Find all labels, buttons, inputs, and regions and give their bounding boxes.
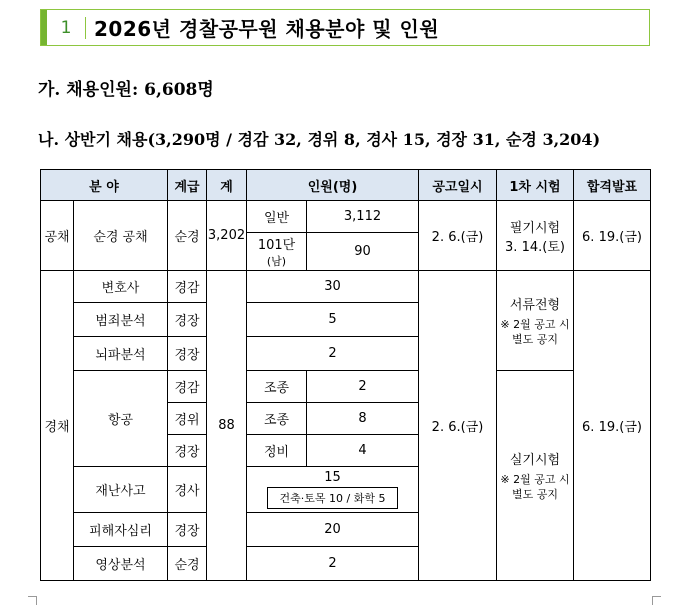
total-cell: 88 bbox=[207, 271, 247, 581]
sub-label-note: (남) bbox=[266, 255, 287, 268]
value-cell bbox=[247, 467, 419, 513]
rank-cell: 경사 bbox=[168, 467, 207, 513]
value-cell: 20 bbox=[247, 513, 419, 547]
value-cell: 90 bbox=[307, 233, 419, 271]
sub-label-cell: 일반 bbox=[247, 201, 307, 233]
field-cell: 뇌파분석 bbox=[74, 337, 168, 371]
field-cell: 재난사고 bbox=[74, 467, 168, 513]
exam-cell bbox=[497, 271, 574, 371]
exam-note: ※ 2월 공고 시 bbox=[500, 473, 570, 486]
table-row bbox=[41, 371, 651, 403]
section-title-bar bbox=[40, 9, 650, 46]
header-notice: 공고일시 bbox=[419, 170, 497, 201]
value-cell: 2 bbox=[247, 547, 419, 581]
sub-label-cell: 조종 bbox=[247, 403, 307, 435]
section-title: 2026년 경찰공무원 채용분야 및 인원 bbox=[94, 17, 440, 41]
exam-note: ※ 2월 공고 시 bbox=[500, 318, 570, 331]
detail-box: 건축·토목 10 / 화학 5 bbox=[267, 487, 399, 509]
rank-cell: 경장 bbox=[168, 435, 207, 467]
rank-cell: 경위 bbox=[168, 403, 207, 435]
title-divider bbox=[85, 17, 86, 39]
field-cell: 피해자심리 bbox=[74, 513, 168, 547]
header-people: 인원(명) bbox=[247, 170, 419, 201]
sub-label-cell bbox=[247, 233, 307, 271]
rank-cell: 경장 bbox=[168, 303, 207, 337]
header-exam: 1차 시험 bbox=[497, 170, 574, 201]
rank-cell: 경감 bbox=[168, 271, 207, 303]
rank-cell: 경감 bbox=[168, 371, 207, 403]
sub-label-cell: 정비 bbox=[247, 435, 307, 467]
notice-cell: 2. 6.(금) bbox=[419, 201, 497, 271]
notice-cell: 2. 6.(금) bbox=[419, 271, 497, 581]
field-cell: 영상분석 bbox=[74, 547, 168, 581]
table-row bbox=[41, 201, 651, 233]
total-cell: 3,202 bbox=[207, 201, 247, 271]
value-cell: 2 bbox=[307, 371, 419, 403]
header-rank: 계급 bbox=[168, 170, 207, 201]
table-row bbox=[41, 271, 651, 303]
value-cell: 8 bbox=[307, 403, 419, 435]
result-cell: 6. 19.(금) bbox=[574, 271, 651, 581]
section-number: 1 bbox=[60, 17, 72, 38]
exam-type: 실기시험 bbox=[509, 453, 561, 468]
value-cell: 30 bbox=[247, 271, 419, 303]
value-number: 15 bbox=[324, 470, 341, 485]
exam-note: 별도 공지 bbox=[511, 488, 558, 501]
value-cell: 3,112 bbox=[307, 201, 419, 233]
rank-cell: 경장 bbox=[168, 337, 207, 371]
header-result: 합격발표 bbox=[574, 170, 651, 201]
total-recruitment-line: 가. 채용인원: 6,608명 bbox=[38, 80, 214, 100]
header-total: 계 bbox=[207, 170, 247, 201]
exam-note: 별도 공지 bbox=[511, 333, 558, 346]
exam-type: 서류전형 bbox=[509, 298, 561, 313]
exam-type: 필기시험 bbox=[509, 220, 561, 236]
value-cell: 2 bbox=[247, 337, 419, 371]
value-cell: 5 bbox=[247, 303, 419, 337]
first-half-recruitment-line: 나. 상반기 채용(3,290명 / 경감 32, 경위 8, 경사 15, 경장 31, 순경 3,204) bbox=[38, 130, 601, 149]
sub-label: 101단 bbox=[257, 238, 296, 253]
category-gongchae: 공채 bbox=[41, 201, 74, 271]
exam-date: 3. 14.(토) bbox=[505, 239, 565, 255]
rank-cell: 순경 bbox=[168, 201, 207, 271]
field-cell: 범죄분석 bbox=[74, 303, 168, 337]
category-gyeongchae: 경채 bbox=[41, 271, 74, 581]
sub-label-cell: 조종 bbox=[247, 371, 307, 403]
field-cell: 항공 bbox=[74, 371, 168, 467]
field-cell: 순경 공채 bbox=[74, 201, 168, 271]
field-cell: 변호사 bbox=[74, 271, 168, 303]
exam-cell bbox=[497, 201, 574, 271]
exam-cell bbox=[497, 371, 574, 581]
rank-cell: 순경 bbox=[168, 547, 207, 581]
recruitment-table bbox=[40, 169, 651, 581]
rank-cell: 경장 bbox=[168, 513, 207, 547]
header-field: 분 야 bbox=[41, 170, 168, 201]
value-cell: 4 bbox=[307, 435, 419, 467]
result-cell: 6. 19.(금) bbox=[574, 201, 651, 271]
table-header-row bbox=[41, 170, 651, 201]
